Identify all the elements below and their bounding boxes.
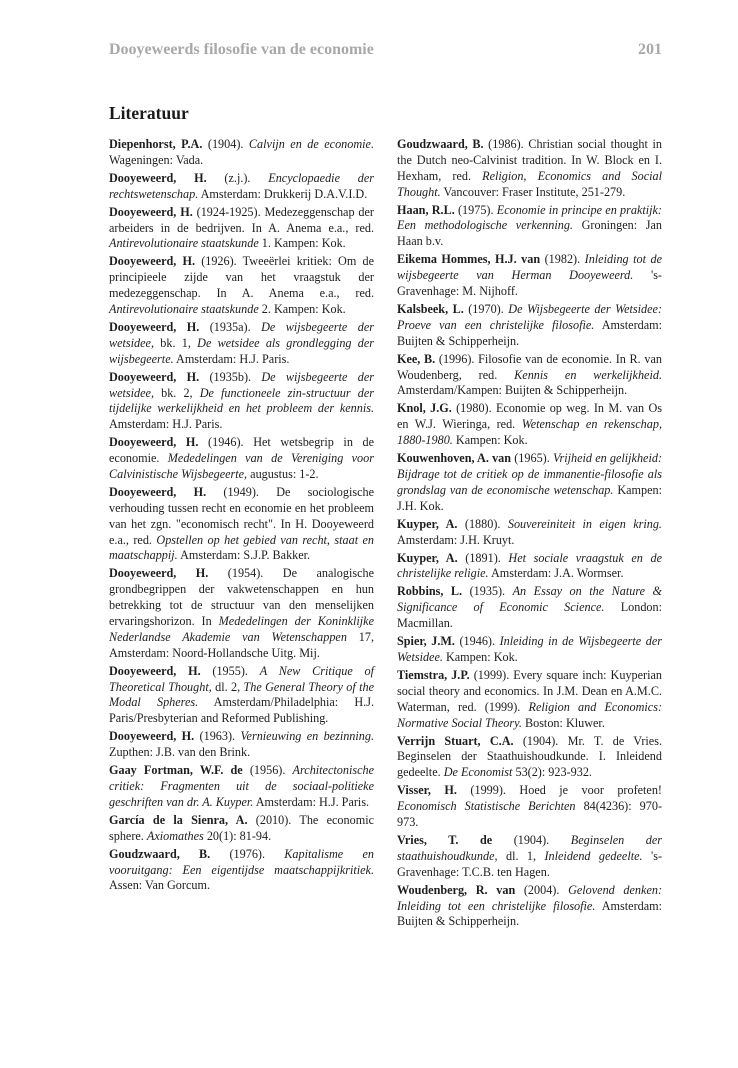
reference-entry [397,451,662,514]
reference-title: Kennis en werkelijkheid. [514,367,662,382]
running-title: Dooyeweerds filosofie van de economie [109,41,374,58]
reference-author: Kuyper, A. [397,550,458,565]
reference-author: Vries, T. de [397,833,493,848]
reference-author: Dooyeweerd, H. [109,369,200,384]
reference-entry [397,734,662,782]
reference-rest: Zupthen: J.B. van den Brink. [109,745,251,760]
reference-year: (1963). [194,729,241,744]
reference-year: (1904). [513,733,568,748]
reference-year: (1935b). [199,369,262,384]
reference-rest: 's-Gravenhage: M. Nijhoff. [397,268,662,298]
reference-title: Calvijn en de economie. [248,137,375,151]
reference-author: Dooyeweerd, H. [109,485,207,500]
reference-year: (1982). [540,252,585,267]
reference-pre: Filosofie van de economie. In R. van Woudenberg, red. [397,351,662,382]
reference-author: Gaay Fortman, W.F. de [109,763,243,778]
reference-entry [397,551,662,583]
reference-rest: Kampen: Kok. [452,433,528,448]
reference-rest: Amsterdam: H.J. Paris. [253,794,370,809]
reference-title: Kapitalisme en vooruitgang: Een eigentijdse maatschappijkritiek. [109,846,374,877]
reference-year: (1996). [435,351,479,366]
reference-pre: Every square inch: Kuyperian social theory and economics. In J.M. Dean en A.M.C. Waterman, red. (1999). [397,668,662,714]
reference-title: De wijsbegeerte der wetsidee, [109,320,374,350]
reference-entry [109,847,374,895]
reference-title: Vrijheid en gelijkheid: Bijdrage tot de critiek op de immanentie-filosofie als grondslag van de economische wetenschap. [397,451,663,497]
reference-year: (1949). [206,485,277,500]
reference-title: Religion, Economics and Social Thought. [397,168,662,199]
reference-author: Dooyeweerd, H. [109,254,196,269]
reference-entry [109,566,374,661]
reference-year: (1956). [242,763,293,778]
reference-rest: Amsterdam: Buijten & Schipperheijn. [397,898,662,929]
reference-year: (1880). [457,516,508,531]
reference-rest: Amsterdam: Drukkerij D.A.V.I.D. [198,186,368,201]
reference-entry [109,813,374,845]
reference-title: Het sociale vraagstuk en de christelijke religie. [397,550,662,581]
reference-year: (1999). [469,668,514,683]
reference-author: Dooyeweerd, H. [109,435,199,450]
reference-entry [109,171,374,203]
reference-year: (1955). [200,663,260,678]
reference-title: Wetenschap en rekenschap, 1880-1980. [397,417,662,448]
reference-entry [109,320,374,368]
reference-rest: Vancouver: Fraser Institute, 251-279. [440,184,626,199]
reference-pre: Het wetsbegrip in de economie. [109,435,375,466]
reference-entry [397,883,662,931]
reference-rest: Amsterdam/Philadelphia: H.J. Paris/Presbyterian and Reformed Publishing. [109,695,374,726]
reference-title: Architectonische critiek: Fragmenten uit de sociaal-politieke geschriften van dr. A. Kuyper. [109,763,374,809]
reference-title: Vernieuwing en bezinning. [240,729,375,744]
reference-title: Antirevolutionaire staatskunde [109,302,259,316]
reference-rest: Amsterdam: J.A. Wormser. [488,566,624,581]
reference-title: Religion and Economics: Normative Social Theory. [397,699,663,730]
reference-author: Kee, B. [397,351,436,366]
reference-author: Knol, J.G. [397,401,452,416]
section-title: Literatuur [109,103,189,123]
reference-mid: bk. 1, [154,335,198,350]
reference-year: (1946). [454,634,500,649]
running-head [109,41,662,59]
reference-entry [109,205,374,253]
reference-title: Inleiding tot de wijsbegeerte van Herman Dooyeweerd. [397,252,662,283]
reference-author: Haan, R.L. [397,202,455,217]
reference-entry [109,664,374,727]
reference-year: (1980). [451,401,496,416]
reference-year: (1976). [210,846,285,861]
reference-title2: De wetsidee als grondlegging der wijsbegeerte. [109,335,374,366]
reference-rest: 53(2): 923-932. [512,765,592,780]
reference-title: De Economist [443,765,513,780]
reference-year: (1935). [462,584,513,599]
reference-entry [109,370,374,433]
reference-title: Mededelingen der Koninklijke Nederlandse Akademie van Wetenschappen [109,613,374,644]
reference-author: Kouwenhoven, A. van [397,451,512,466]
reference-entry [397,252,662,300]
reference-year: (1975). [454,202,497,217]
reference-rest: augustus: 1-2. [247,467,319,481]
reference-year: (1891). [457,550,509,565]
reference-year: (1946). [198,435,254,450]
reference-year: (1954). [208,566,283,581]
reference-year: (1965). [511,451,553,466]
reference-year: (1926). [195,254,243,269]
reference-year: (2004). [515,882,569,897]
reference-title: Antirevolutionaire staatskunde [109,236,259,251]
reference-entry [109,435,374,483]
reference-title: Encyclopaedie der rechtswetenschap. [109,170,374,201]
reference-pre: Mr. T. de Vries. Beginselen der Staathuishoudkunde. I. Inleidend gedeelte. [397,733,662,780]
reference-author: Dooyeweerd, H. [109,320,200,335]
reference-rest: Wageningen: Vada. [109,152,204,167]
reference-mid: dl. 2, [211,679,244,694]
reference-title: A New Critique of Theoretical Thought, [109,663,375,694]
reference-entry [397,302,662,350]
reference-year: (1986). [483,137,529,151]
reference-title: Gelovend denken: Inleiding tot een christelijke filosofie. [397,882,662,913]
reference-rest: Amsterdam: J.H. Kruyt. [397,532,515,547]
reference-entry [397,352,662,400]
reference-author: Dooyeweerd, H. [109,566,209,581]
reference-title: Mededelingen van de Vereniging voor Calvinistische Wijsbegeerte, [109,451,374,481]
reference-mid: dl. 1, [497,848,545,863]
reference-author: Tiemstra, J.P. [397,668,470,683]
reference-entry [109,729,374,761]
reference-title: Souvereiniteit in eigen kring. [507,516,662,531]
reference-year: (1999). [456,783,520,798]
reference-author: Visser, H. [397,783,457,798]
reference-year: (2010). [247,812,300,827]
reference-rest: Assen: Van Gorcum. [109,878,210,893]
reference-entry [397,668,662,731]
reference-author: Dooyeweerd, H. [109,170,207,185]
reference-author: García de la Sienra, A. [109,812,248,827]
reference-title2: The General Theory of the Modal Spheres. [109,679,374,710]
reference-year: (1904). [202,137,249,151]
reference-author: Diepenhorst, P.A. [109,137,203,151]
reference-entry [109,137,374,169]
bibliography-column-right [397,137,662,933]
reference-mid: bk. 2, [154,385,200,400]
reference-year: (1935a). [199,320,262,335]
reference-rest: Amsterdam/Kampen: Buijten & Schipperheijn. [397,383,628,398]
reference-pre: Medezeggenschap der arbeiders in de bedrijven. In A. Anema e.a., red. [109,204,374,235]
page-number: 201 [638,41,662,58]
reference-author: Spier, J.M. [397,634,455,649]
reference-rest: Groningen: Jan Haan b.v. [397,218,662,249]
reference-title: An Essay on the Nature & Significance of Economic Science. [397,584,662,615]
reference-pre: De analogische grondbegrippen der vakwetenschappen en hun betrekking tot de structuur van den menselijken ervaringshorizon. In [109,566,374,628]
reference-pre: Christian social thought in the Dutch neo-Calvinist tradition. In W. Block en I. Hexham, red. [397,137,662,183]
reference-title2: De functioneele zin-structuur der tijdelijke werkelijkheid en het probleem der kennis. [109,385,374,416]
reference-pre: Tweeërlei kritiek: Om de principieele zijde van het vraagstuk der medezeggenschap. In A. Anema e.a., red. [109,254,374,301]
reference-entry [397,203,662,251]
reference-pre: De sociologische verhouding tussen recht en economie en het probleem van het zgn. "economisch recht". In H. Dooyeweerd e.a., red. [109,485,374,547]
reference-title: Economisch Statistische Berichten [397,799,576,814]
reference-author: Goudzwaard, B. [397,137,484,151]
reference-rest: 84(4236): 970-973. [397,799,662,830]
reference-author: Eikema Hommes, H.J. van [397,252,541,267]
reference-rest: 2. Kampen: Kok. [258,302,346,316]
reference-author: Dooyeweerd, H. [109,663,201,678]
reference-entry [397,634,662,666]
reference-rest: 's-Gravenhage: T.C.B. ten Hagen. [397,848,662,879]
reference-title: Inleiding in de Wijsbegeerte der Wetsidee. [397,634,662,665]
reference-year: (z.j.). [206,170,269,185]
reference-entry [109,485,374,564]
reference-year: (1970). [463,302,509,316]
reference-rest: Kampen: Kok. [442,650,518,665]
reference-pre: Economie op weg. In M. van Os en W.J. Wieringa, red. [397,401,663,432]
reference-title: Opstellen op het gebied van recht, staat en maatschappij. [109,532,374,563]
reference-author: Woudenberg, R. van [397,882,516,897]
reference-title: De Wijsbegeerte der Wetsidee: Proeve van een christelijke filosofie. [397,302,662,332]
reference-author: Robbins, L. [397,584,463,599]
reference-author: Kuyper, A. [397,516,458,531]
reference-author: Verrijn Stuart, C.A. [397,733,514,748]
reference-entry [109,763,374,811]
reference-title: Beginselen der staathuishoudkunde, [397,833,662,863]
reference-rest: Amsterdam: H.J. Paris. [109,417,223,432]
reference-rest: Amsterdam: H.J. Paris. [173,351,290,366]
reference-author: Dooyeweerd, H. [109,729,195,744]
reference-title: Axiomathes [146,828,204,843]
bibliography-column-left [109,137,374,896]
reference-rest: 20(1): 81-94. [203,828,272,843]
reference-entry [397,833,662,881]
reference-rest: Amsterdam: Buijten & Schipperheijn. [397,317,662,348]
reference-rest: Amsterdam: S.J.P. Bakker. [177,548,311,563]
reference-pre: The economic sphere. [109,812,374,843]
reference-entry [397,584,662,632]
reference-author: Dooyeweerd, H. [109,204,193,219]
reference-entry [397,783,662,831]
reference-entry [397,137,662,200]
reference-title: Economie in principe en praktijk: Een methodologische verkenning. [397,202,662,233]
reference-pre: Hoed je voor profeten! [519,783,662,798]
reference-rest: Boston: Kluwer. [521,715,605,730]
reference-title2: Inleidend gedeelte. [544,848,643,863]
reference-author: Kalsbeek, L. [397,302,464,316]
reference-author: Goudzwaard, B. [109,846,211,861]
reference-entry [397,401,662,449]
reference-rest: 1. Kampen: Kok. [258,236,346,251]
reference-year: (1904). [492,833,571,848]
reference-rest: London: Macmillan. [397,600,662,631]
reference-entry [109,254,374,317]
reference-rest: Kampen: J.H. Kok. [397,482,662,513]
reference-year: (1924-1925). [192,204,265,219]
reference-title: De wijsbegeerte der wetsidee, [109,369,374,400]
reference-rest: 17, Amsterdam: Noord-Hollandsche Uitg. Mij. [109,629,374,660]
reference-entry [397,517,662,549]
